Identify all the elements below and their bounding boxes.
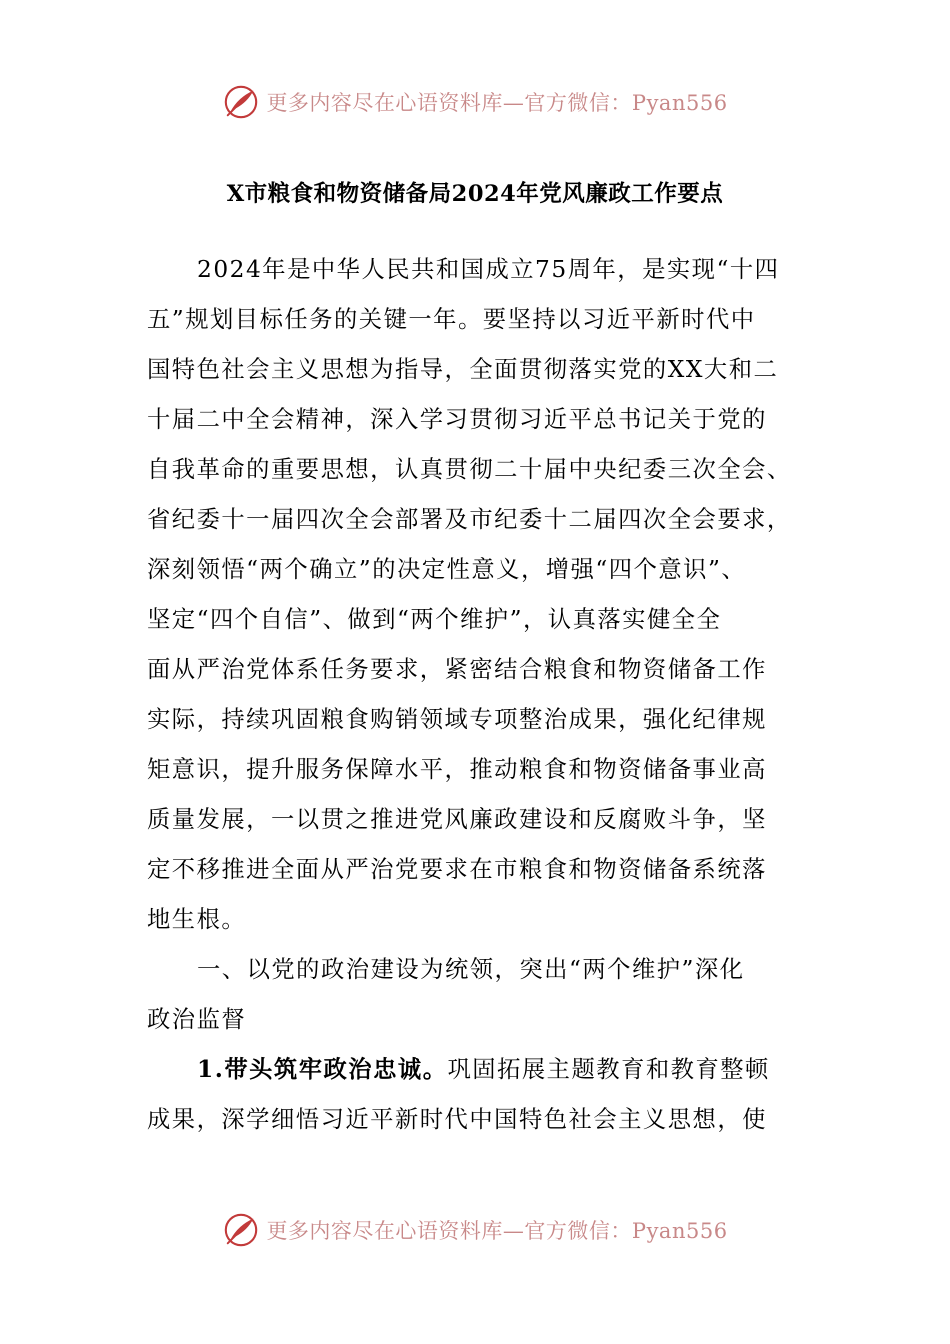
item-bold-lead: 1.带头筑牢政治忠诚。 (197, 1056, 448, 1083)
paragraph-line: 面从严治党体系任务要求，紧密结合粮食和物资储备工作 (147, 656, 767, 683)
section-heading-line: 一、以党的政治建设为统领，突出“两个维护”深化 (197, 956, 745, 983)
paragraph-line: 深刻领悟“两个确立”的决定性意义，增强“四个意识”、 (147, 556, 747, 583)
paragraph-line: 自我革命的重要思想，认真贯彻二十届中央纪委三次全会、 (147, 456, 792, 483)
item-first-line-text: 巩固拓展主题教育和教育整顿 (447, 1056, 770, 1083)
paragraph-line: 实际，持续巩固粮食购销领域专项整治成果，强化纪律规 (147, 706, 767, 733)
paragraph-line: 坚定“四个自信”、做到“两个维护”，认真落实健全全 (147, 606, 722, 633)
item-first-line (147, 1045, 807, 1095)
paragraph-line: 质量发展，一以贯之推进党风廉政建设和反腐败斗争，坚 (147, 806, 767, 833)
paragraph-line: 地生根。 (147, 906, 247, 933)
document-body (147, 245, 807, 1145)
paragraph-line: 省纪委十一届四次全会部署及市纪委十二届四次全会要求， (147, 506, 792, 533)
paragraph-line: 十届二中全会精神，深入学习贯彻习近平总书记关于党的 (147, 406, 767, 433)
paragraph-line: 成果，深学细悟习近平新时代中国特色社会主义思想，使 (147, 1106, 767, 1133)
footer-watermark-banner (0, 1208, 950, 1252)
quill-logo-icon (222, 83, 260, 121)
header-watermark-banner (0, 80, 950, 124)
paragraph-line: 定不移推进全面从严治党要求在市粮食和物资储备系统落 (147, 856, 767, 883)
paragraph-line: 2024年是中华人民共和国成立75周年，是实现“十四 (197, 256, 780, 283)
paragraph-line: 五”规划目标任务的关键一年。要坚持以习近平新时代中 (147, 306, 756, 333)
paragraph-line: 矩意识，提升服务保障水平，推动粮食和物资储备事业高 (147, 756, 767, 783)
quill-logo-icon (222, 1211, 260, 1249)
header-watermark-text: 更多内容尽在心语资料库—官方微信：Pyan556 (266, 91, 728, 115)
section-heading-line: 政治监督 (147, 1006, 247, 1033)
footer-watermark-text: 更多内容尽在心语资料库—官方微信：Pyan556 (266, 1219, 728, 1243)
document-title: X市粮食和物资储备局2024年党风廉政工作要点 (226, 181, 724, 207)
paragraph-line: 国特色社会主义思想为指导，全面贯彻落实党的XX大和二 (147, 356, 779, 383)
